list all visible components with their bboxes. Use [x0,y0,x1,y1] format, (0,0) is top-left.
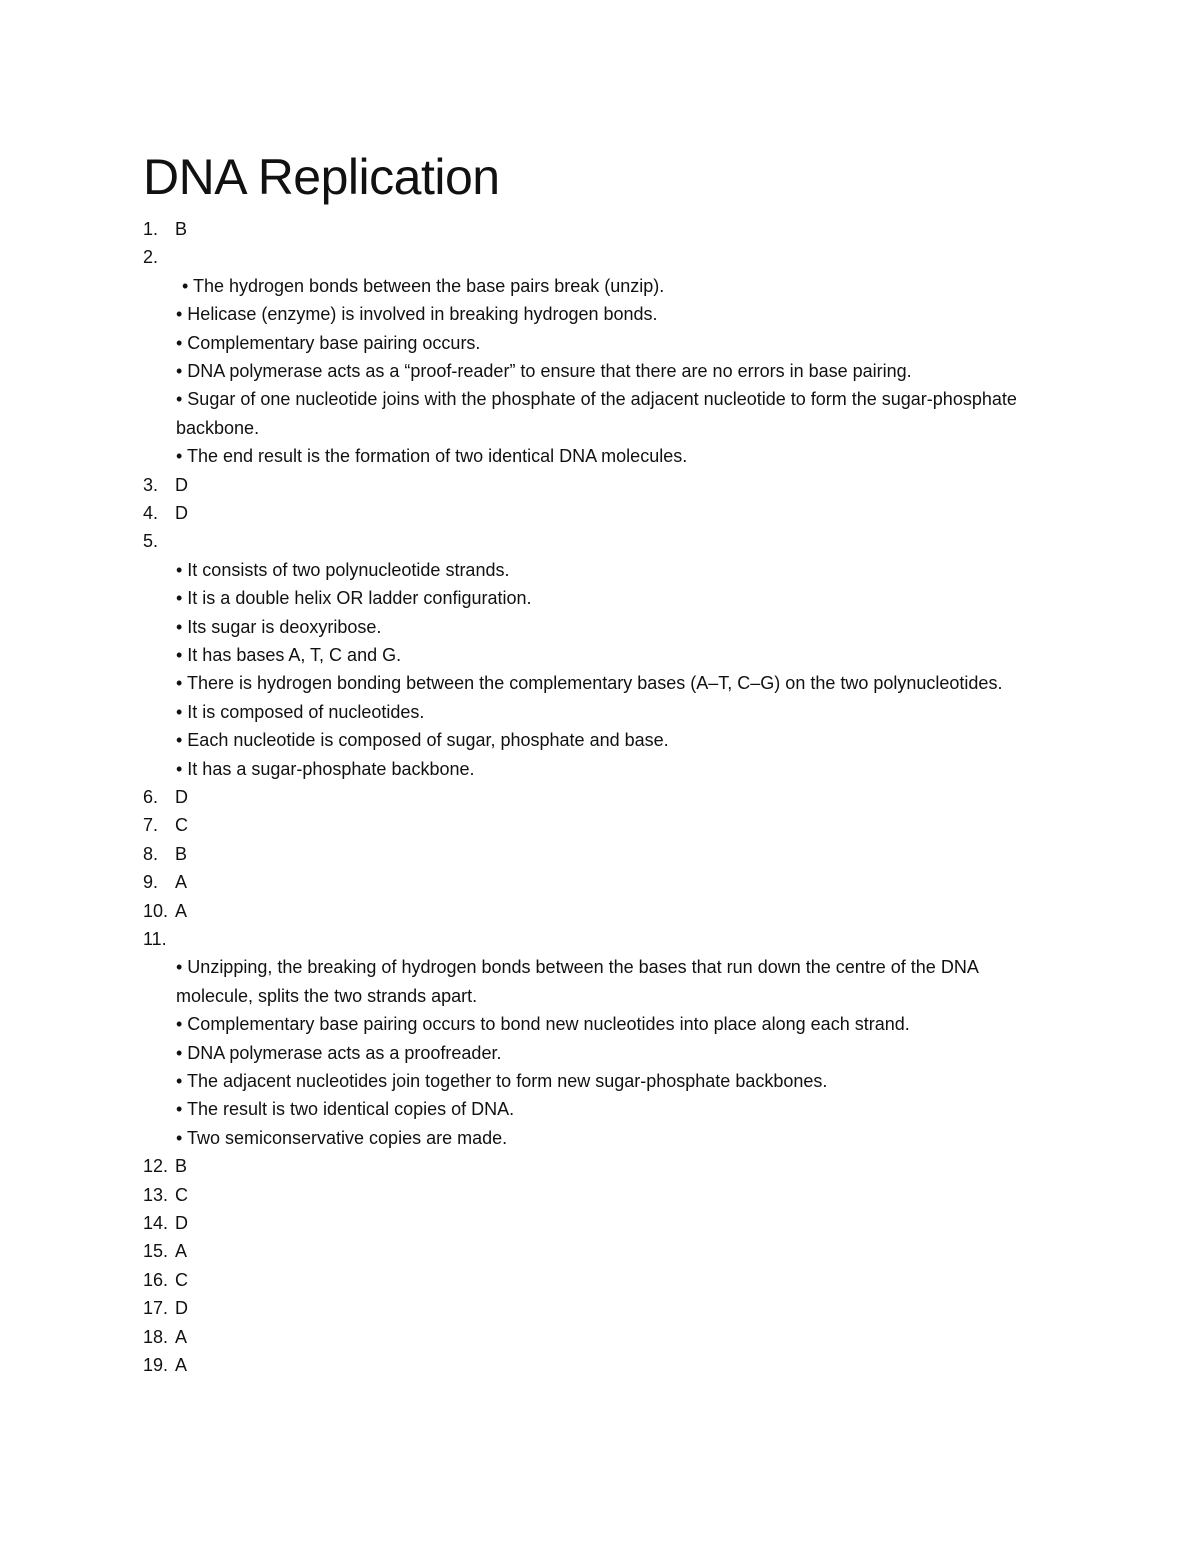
answer-bullet-point: • Its sugar is deoxyribose. [176,616,382,637]
item-number: 2. [143,247,159,268]
answer-bullet-point: • The end result is the formation of two identical DNA molecules. [176,446,688,467]
page-title: DNA Replication [143,149,500,205]
item-number: 1. [143,219,159,239]
answer-item [143,1266,1043,1294]
answer-bullet-point: • Unzipping, the breaking of hydrogen bonds between the bases that run down the centre of the DNA molecule, splits the two strands apart. [176,957,978,1006]
document-body [143,147,1043,1379]
answer-bullet-point: • There is hydrogen bonding between the complementary bases (A–T, C–G) on the two polynucleotides. [176,673,1003,694]
item-number: 18. [143,1326,169,1347]
answer-bullet-point: • DNA polymerase acts as a proofreader. [176,1042,502,1063]
answer-bullet-point: • It has bases A, T, C and G. [176,645,402,666]
item-answer: D [175,474,188,495]
item-number: 15. [143,1241,169,1262]
item-number: 13. [143,1184,169,1205]
item-number: 14. [143,1213,169,1234]
answer-bullet-point: • It is composed of nucleotides. [176,701,425,722]
item-answer: B [175,843,188,864]
item-answer: A [175,872,188,893]
answer-item [143,868,1043,896]
answer-bullet-point: • Helicase (enzyme) is involved in breaking hydrogen bonds. [176,304,658,325]
item-answer: A [175,1241,188,1262]
answer-item [143,840,1043,868]
item-answer: D [175,787,188,808]
item-number: 10. [143,900,169,921]
item-number: 8. [143,843,159,864]
item-answer: B [175,1156,188,1177]
item-answer: B [175,219,188,239]
answer-item [143,897,1043,925]
answer-item [143,1351,1043,1379]
item-number: 4. [143,503,159,524]
answer-item [143,243,1043,271]
answer-bullet-point: • The hydrogen bonds between the base pairs break (unzip). [182,275,665,296]
answer-item [143,1181,1043,1209]
answer-bullet-point: • It has a sugar-phosphate backbone. [176,758,475,779]
item-answer: C [175,815,188,836]
item-number: 16. [143,1269,169,1290]
item-number: 17. [143,1298,169,1319]
item-number: 5. [143,531,159,552]
answer-item [143,1323,1043,1351]
item-answer: A [175,1326,188,1347]
answer-item [143,811,1043,839]
answer-item [143,1209,1043,1237]
answer-bullet-point: • Complementary base pairing occurs to bond new nucleotides into place along each strand. [176,1014,910,1035]
answer-bullet-point: • Sugar of one nucleotide joins with the phosphate of the adjacent nucleotide to form the sugar-phosphate backbone. [176,389,1017,438]
answer-bullet-point: • It is a double helix OR ladder configuration. [176,588,532,609]
answer-bullet-point: • DNA polymerase acts as a “proof-reader” to ensure that there are no errors in base pairing. [176,361,912,381]
answer-bullet-point: • Two semiconservative copies are made. [176,1127,508,1148]
answer-item [143,1237,1043,1265]
answer-list [143,215,1043,1379]
item-answer: C [175,1184,188,1205]
answer-bullet-point: • The adjacent nucleotides join together to form new sugar-phosphate backbones. [176,1071,828,1092]
answer-item [143,783,1043,811]
item-answer: A [175,1354,188,1375]
item-number: 6. [143,787,159,808]
answer-item [143,215,1043,243]
item-number: 9. [143,872,159,893]
item-answer: D [175,1298,188,1319]
item-answer: D [175,1213,188,1234]
answer-item [143,1152,1043,1180]
answer-item [143,471,1043,499]
answer-bullet-point: • Each nucleotide is composed of sugar, phosphate and base. [176,730,669,751]
item-answer: D [175,503,188,524]
answer-item [143,527,1043,555]
item-number: 12. [143,1156,169,1177]
answer-item [143,499,1043,527]
item-number: 19. [143,1354,169,1375]
item-number: 7. [143,815,159,836]
item-number: 3. [143,474,159,495]
answer-bullet-point: • The result is two identical copies of DNA. [176,1099,515,1120]
answer-item [143,925,1043,953]
item-answer: C [175,1269,188,1290]
item-answer: A [175,900,188,921]
answer-bullet-point: • Complementary base pairing occurs. [176,332,481,353]
answer-bullet-point: • It consists of two polynucleotide strands. [176,559,510,580]
item-number: 11. [143,929,167,949]
answer-item [143,1294,1043,1322]
